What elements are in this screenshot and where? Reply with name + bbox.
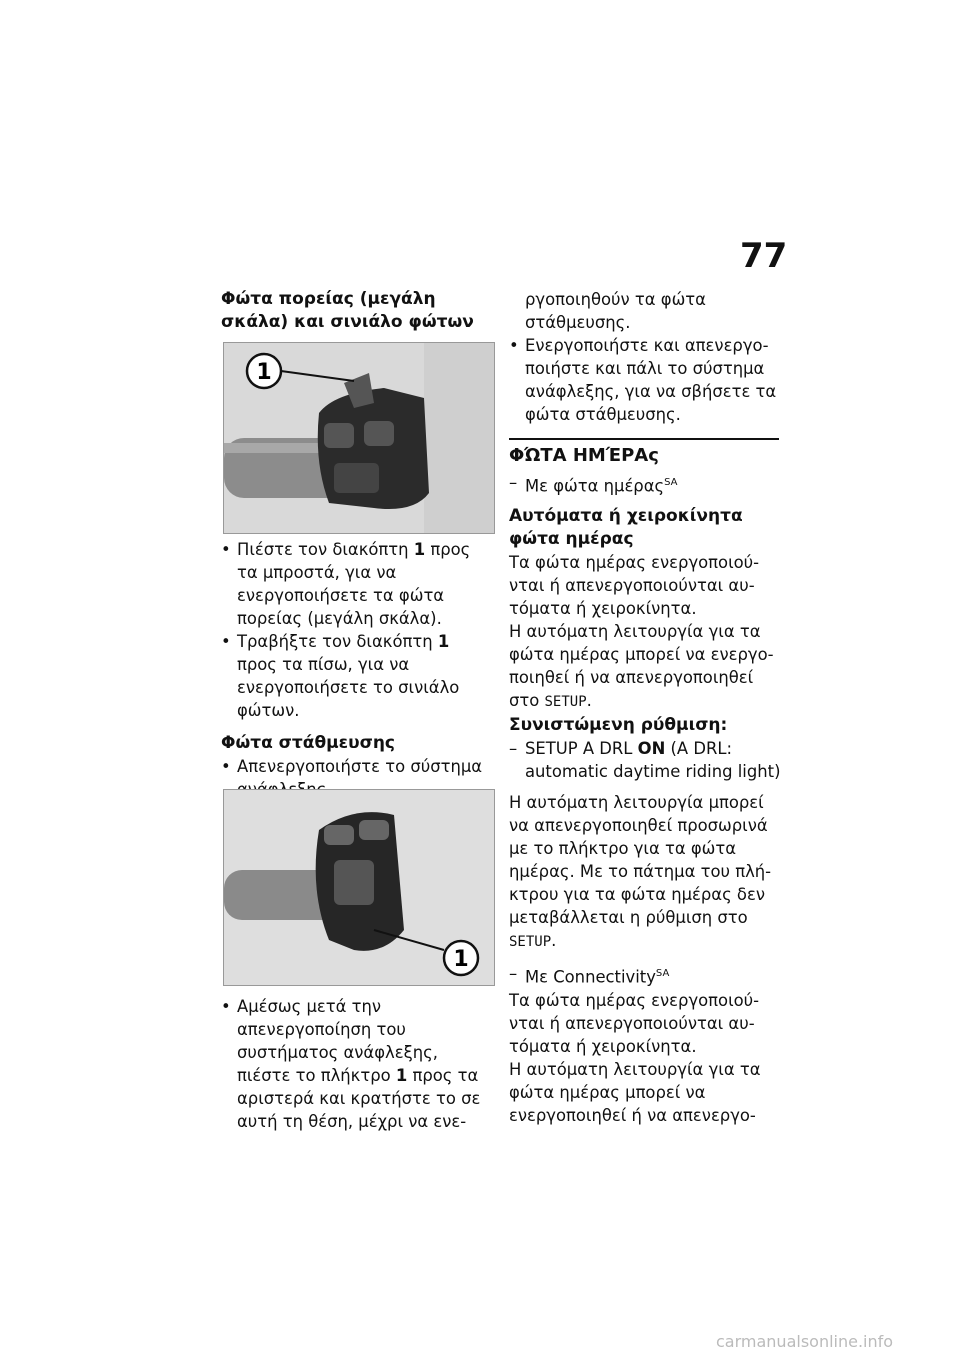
paragraph: Η αυτόματη λειτουργία μπορεί να απενεργοποιηθεί προσωρινά με το πλήκτρο για τα φώτα ημέρας. Με το πάτημα του πλήκτρου για τα φώτα ημέρας δεν μεταβάλλεται η ρύθμιση στο SETUP. xyxy=(509,793,772,951)
right-column xyxy=(509,288,779,426)
photo2-callout: 1 xyxy=(453,947,469,972)
paragraph: Η αυτόματη λειτουργία για τα φώτα ημέρας μπορεί να ενεργοποιηθεί ή να απενεργο- xyxy=(509,1059,761,1125)
left-column xyxy=(221,288,491,334)
paragraph: Τα φώτα ημέρας ενεργοποιούνται ή απενεργοποιούνται αυτόματα ή χειροκίνητα. xyxy=(509,553,760,619)
left-bullets-1 xyxy=(221,538,493,801)
left-bullets-2 xyxy=(221,995,493,1133)
right-column-drl xyxy=(509,444,781,1127)
heading-parking-lights: Φώτα στάθμευσης xyxy=(221,733,395,753)
paragraph: Η αυτόματη λειτουργία για τα φώτα ημέρας μπορεί να ενεργοποιηθεί ή να απενεργοποιηθεί στο SETUP. xyxy=(509,622,774,711)
recommended-setting: – SETUP A DRL ON (A DRL: automatic daytime riding light) xyxy=(509,739,781,782)
handlebar-switch-photo-2 xyxy=(223,789,495,986)
list-item: • Απενεργοποιήστε το σύστημα xyxy=(221,757,483,776)
list-item: • Ενεργοποιήστε και απενεργοποιήστε και πάλι το σύστημα ανάφλεξης, για να σβήσετε τα φώτα στάθμευσης. xyxy=(509,336,777,424)
subheading-auto-manual: Αυτόματα ή χειροκίνητα φώτα ημέρας xyxy=(509,506,743,550)
list-item: • Πιέστε τον διακόπτη 1 προς τα μπροστά, για να ενεργοποιήσετε τα φώτα πορείας (μεγάλη σκάλα). xyxy=(221,540,471,628)
photo1-callout: 1 xyxy=(256,360,272,385)
option-line: – Με φώτα ημέρας$^{SA}$ xyxy=(509,473,678,496)
recommended-setting-label: Συνιστώμενη ρύθμιση: xyxy=(509,715,728,736)
list-item: • Αμέσως μετά την απενεργοποίηση του συστήματος ανάφλεξης, πιέστε το πλήκτρο 1 προς τα αριστερά και κρατήστε το σε αυτή τη θέση, μέχρι να ενε- xyxy=(221,997,481,1131)
list-item: • Τραβήξτε τον διακόπτη 1 προς τα πίσω, για να ενεργοποιήσετε το σινιάλο φώτων. xyxy=(221,632,460,720)
option-line: – Με Connectivity$^{SA}$ xyxy=(509,964,670,987)
section-rule xyxy=(509,438,779,440)
heading-high-beam: Φώτα πορείας (μεγάλη σκάλα) και σινιάλο φώτων xyxy=(221,289,474,332)
watermark: carmanualsonline.info xyxy=(716,1332,894,1351)
paragraph: Τα φώτα ημέρας ενεργοποιούνται ή απενεργοποιούνται αυτόματα ή χειροκίνητα. xyxy=(509,990,760,1056)
handlebar-switch-photo-1 xyxy=(223,342,495,534)
continued-text: ργοποιηθούν τα φώτα στάθμευσης. xyxy=(525,290,706,332)
section-title-drl: ΦΏΤΑ ΗΜΈΡΑς xyxy=(509,445,659,466)
page-number: 77 xyxy=(740,236,788,276)
